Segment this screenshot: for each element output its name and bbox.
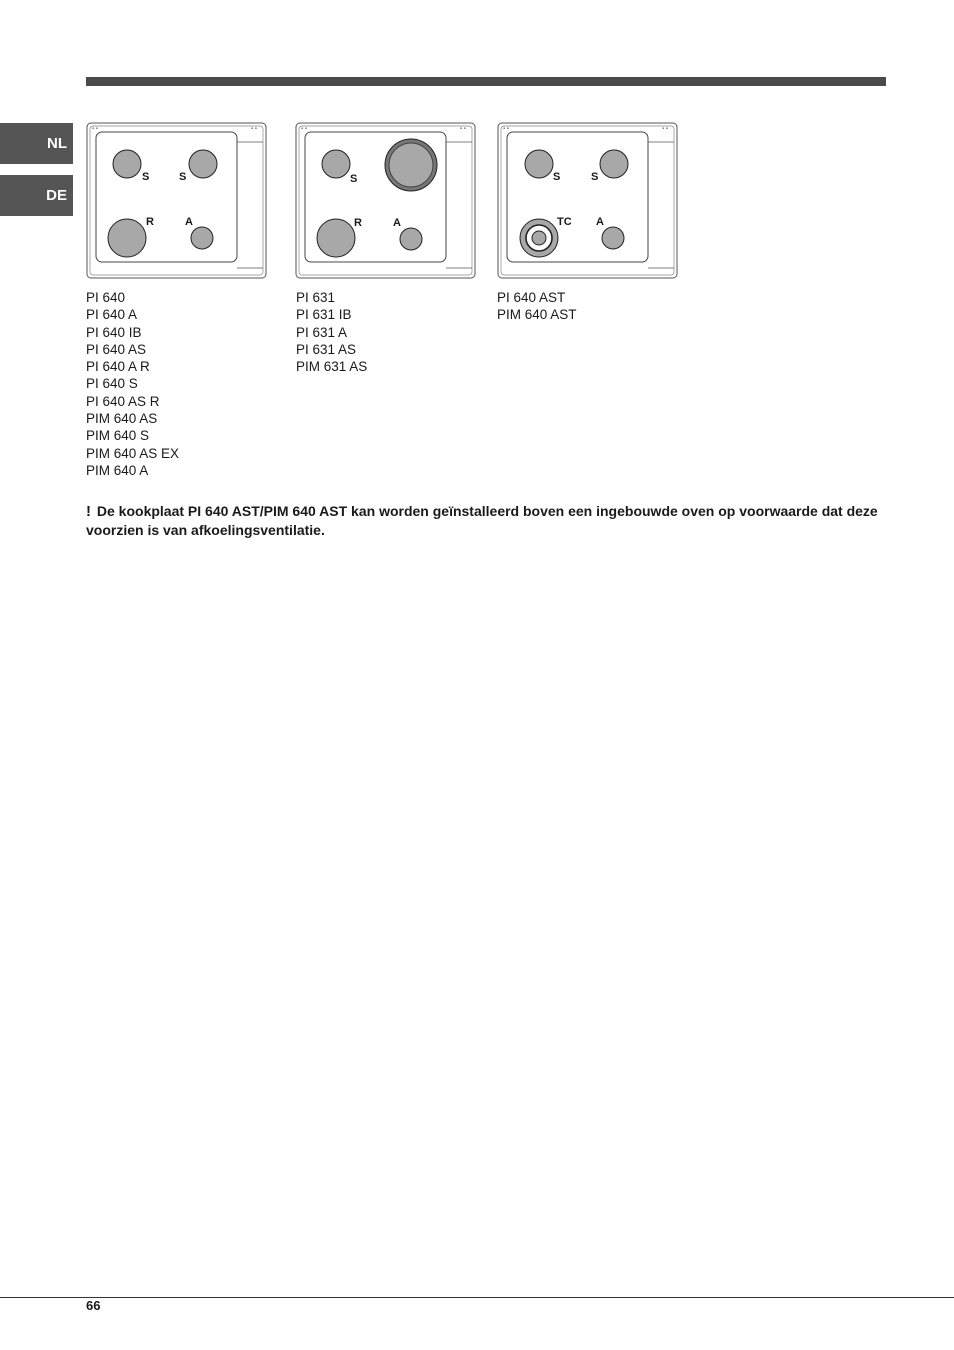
burner-s-left <box>113 150 141 178</box>
installation-warning <box>86 502 896 539</box>
burner-label: A <box>393 217 401 229</box>
burner-label: A <box>596 216 604 228</box>
svg-text:▪ ▪: ▪ ▪ <box>460 126 466 132</box>
burner-s <box>322 150 350 178</box>
model-list-3 <box>497 289 577 324</box>
warning-mark: ! <box>86 503 91 520</box>
model-item: PI 631 AS <box>296 341 357 357</box>
burner-label: A <box>185 216 193 228</box>
burner-s-right <box>189 150 217 178</box>
burner-label: S <box>179 171 187 183</box>
model-list-2 <box>296 289 367 375</box>
footer-rule <box>0 1297 954 1298</box>
burner-wok-inner <box>389 143 433 187</box>
model-item: PIM 640 S <box>86 428 150 444</box>
hob-diagram-4-burner <box>86 122 267 279</box>
burner-tc-inner <box>532 231 546 245</box>
burner-label: R <box>354 217 362 229</box>
svg-text:▪ ▪: ▪ ▪ <box>92 126 98 132</box>
burner-label: TC <box>557 216 572 228</box>
burner-s-right <box>600 150 628 178</box>
burner-r <box>317 219 355 257</box>
burner-a <box>191 227 213 249</box>
model-list-1 <box>86 289 179 479</box>
svg-text:▪ ▪: ▪ ▪ <box>251 126 257 132</box>
model-item: PI 631 <box>296 290 336 305</box>
page-number: 66 <box>86 1298 101 1313</box>
burner-a <box>602 227 624 249</box>
model-item: PI 640 A <box>86 307 138 323</box>
burner-s-left <box>525 150 553 178</box>
model-item: PI 640 IB <box>86 324 142 340</box>
model-item: PIM 640 AS EX <box>86 445 180 461</box>
model-item: PI 631 A <box>296 324 348 340</box>
model-item: PI 631 IB <box>296 307 352 323</box>
burner-a <box>400 228 422 250</box>
burner-label: S <box>591 171 599 183</box>
model-item: PIM 631 AS <box>296 359 368 375</box>
svg-text:▪ ▪: ▪ ▪ <box>662 126 668 132</box>
model-item: PIM 640 A <box>86 462 149 478</box>
hob-diagram-triple-crown <box>497 122 678 279</box>
burner-label: S <box>553 171 561 183</box>
header-rule <box>86 77 886 86</box>
warning-text: De kookplaat PI 640 AST/PIM 640 AST kan worden geïnstalleerd boven een ingebouwde oven op voorwaarde dat deze voorzien is van afkoelingsventilatie. <box>86 503 878 538</box>
hob-diagram-3-burner-wok <box>295 122 476 279</box>
burner-r <box>108 219 146 257</box>
model-item: PIM 640 AST <box>497 307 577 323</box>
model-item: PI 640 AST <box>497 290 566 305</box>
burner-label: S <box>142 171 150 183</box>
svg-text:▪ ▪: ▪ ▪ <box>301 126 307 132</box>
model-item: PI 640 S <box>86 376 138 392</box>
svg-text:▪ ▪: ▪ ▪ <box>503 126 509 132</box>
burner-label: R <box>146 216 154 228</box>
model-item: PI 640 AS R <box>86 393 160 409</box>
model-item: PI 640 <box>86 290 126 305</box>
model-item: PIM 640 AS <box>86 411 158 427</box>
language-tab-de[interactable]: DE <box>0 175 73 216</box>
model-item: PI 640 A R <box>86 359 150 375</box>
language-tab-nl[interactable]: NL <box>0 123 73 164</box>
burner-label: S <box>350 173 358 185</box>
model-item: PI 640 AS <box>86 341 147 357</box>
